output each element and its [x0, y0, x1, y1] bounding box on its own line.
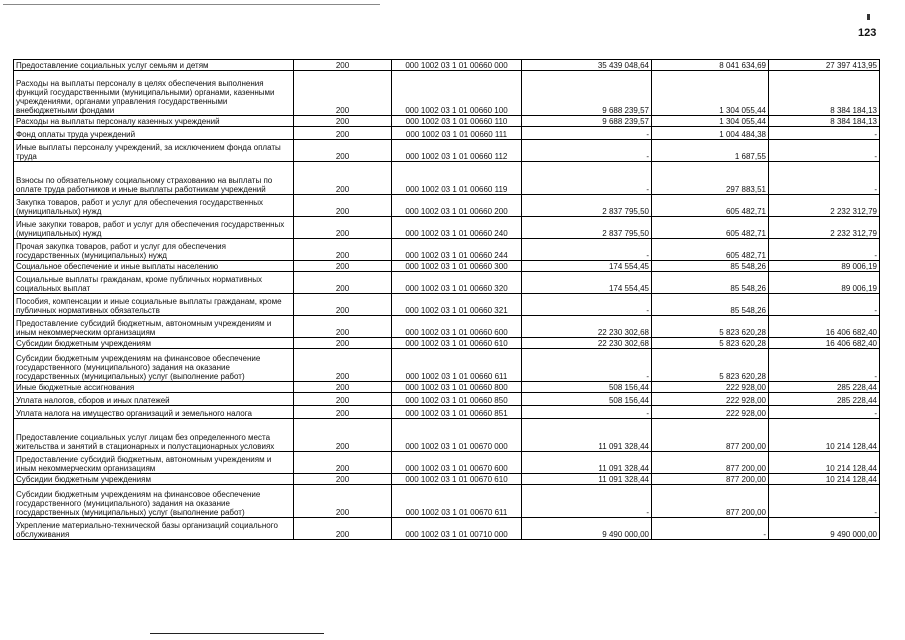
row-name: Иные бюджетные ассигнования: [14, 382, 294, 393]
row-budget-code: 000 1002 03 1 01 00670 611: [392, 485, 522, 518]
row-line-code: 200: [294, 349, 392, 382]
row-executed: 1 004 484,38: [652, 127, 769, 140]
row-name: Укрепление материально-технической базы организаций социального обслуживания: [14, 518, 294, 540]
row-name: Субсидии бюджетным учреждениям на финансовое обеспечение государственного (муниципального) задания на оказание государственных (муниципальных) услуг (выполнение работ): [14, 485, 294, 518]
row-name: Закупка товаров, работ и услуг для обеспечения государственных (муниципальных) нужд: [14, 195, 294, 217]
row-name: Субсидии бюджетным учреждениям на финансовое обеспечение государственного (муниципального) задания на оказание государственных (муниципальных) услуг (выполнение работ): [14, 349, 294, 382]
row-unexecuted: -: [769, 162, 880, 195]
table-row: [14, 349, 880, 382]
row-name: Предоставление социальных услуг семьям и детям: [14, 60, 294, 71]
table-row: [14, 272, 880, 294]
corner-mark: [867, 14, 870, 20]
row-unexecuted: -: [769, 294, 880, 316]
row-budget-code: 000 1002 03 1 01 00670 000: [392, 419, 522, 452]
row-name: Расходы на выплаты персоналу казенных учреждений: [14, 116, 294, 127]
row-budget-code: 000 1002 03 1 01 00660 850: [392, 393, 522, 406]
table-row: [14, 261, 880, 272]
row-executed: 8 041 634,69: [652, 60, 769, 71]
row-budget-code: 000 1002 03 1 01 00660 610: [392, 338, 522, 349]
table-row: [14, 71, 880, 116]
row-approved: 11 091 328,44: [522, 419, 652, 452]
table-row: [14, 116, 880, 127]
table-row: [14, 127, 880, 140]
row-budget-code: 000 1002 03 1 01 00660 119: [392, 162, 522, 195]
row-line-code: 200: [294, 419, 392, 452]
table-row: [14, 338, 880, 349]
row-executed: 877 200,00: [652, 474, 769, 485]
row-name: Фонд оплаты труда учреждений: [14, 127, 294, 140]
row-executed: 222 928,00: [652, 393, 769, 406]
row-unexecuted: -: [769, 127, 880, 140]
table-row: [14, 382, 880, 393]
row-executed: 297 883,51: [652, 162, 769, 195]
row-approved: -: [522, 140, 652, 162]
row-name: Расходы на выплаты персоналу в целях обеспечения выполнения функций государственными (муниципальными) органами, казенными учреждениями, органами управления государственными внебюджетными фондами: [14, 71, 294, 116]
row-line-code: 200: [294, 294, 392, 316]
row-unexecuted: 8 384 184,13: [769, 116, 880, 127]
row-approved: 2 837 795,50: [522, 217, 652, 239]
top-rule: [3, 4, 380, 5]
row-executed: 877 200,00: [652, 452, 769, 474]
row-name: Уплата налога на имущество организаций и земельного налога: [14, 406, 294, 419]
row-line-code: 200: [294, 382, 392, 393]
table-row: [14, 239, 880, 261]
row-executed: 5 823 620,28: [652, 316, 769, 338]
row-unexecuted: -: [769, 406, 880, 419]
row-approved: 22 230 302,68: [522, 338, 652, 349]
row-name: Взносы по обязательному социальному страхованию на выплаты по оплате труда работников и иные выплаты работникам учреждений: [14, 162, 294, 195]
row-budget-code: 000 1002 03 1 01 00660 321: [392, 294, 522, 316]
row-executed: 85 548,26: [652, 261, 769, 272]
row-executed: 5 823 620,28: [652, 338, 769, 349]
row-executed: 1 304 055,44: [652, 71, 769, 116]
row-budget-code: 000 1002 03 1 01 00660 611: [392, 349, 522, 382]
row-line-code: 200: [294, 261, 392, 272]
table-row: [14, 294, 880, 316]
row-unexecuted: 285 228,44: [769, 382, 880, 393]
row-budget-code: 000 1002 03 1 01 00660 300: [392, 261, 522, 272]
row-budget-code: 000 1002 03 1 01 00670 610: [392, 474, 522, 485]
row-approved: 9 688 239,57: [522, 71, 652, 116]
row-approved: 11 091 328,44: [522, 474, 652, 485]
row-approved: -: [522, 127, 652, 140]
table-row: [14, 162, 880, 195]
row-approved: 11 091 328,44: [522, 452, 652, 474]
row-executed: 1 687,55: [652, 140, 769, 162]
row-name: Субсидии бюджетным учреждениям: [14, 474, 294, 485]
row-line-code: 200: [294, 140, 392, 162]
row-name: Предоставление субсидий бюджетным, автономным учреждениям и иным некоммерческим организациям: [14, 316, 294, 338]
row-line-code: 200: [294, 217, 392, 239]
row-budget-code: 000 1002 03 1 01 00660 800: [392, 382, 522, 393]
table-row: [14, 406, 880, 419]
row-line-code: 200: [294, 239, 392, 261]
budget-table: [13, 59, 880, 540]
row-unexecuted: 10 214 128,44: [769, 474, 880, 485]
row-line-code: 200: [294, 406, 392, 419]
row-unexecuted: -: [769, 239, 880, 261]
row-executed: 1 304 055,44: [652, 116, 769, 127]
row-unexecuted: -: [769, 349, 880, 382]
row-approved: 508 156,44: [522, 382, 652, 393]
row-name: Иные закупки товаров, работ и услуг для обеспечения государственных (муниципальных) нужд: [14, 217, 294, 239]
row-budget-code: 000 1002 03 1 01 00660 110: [392, 116, 522, 127]
row-approved: 174 554,45: [522, 272, 652, 294]
row-line-code: 200: [294, 272, 392, 294]
row-line-code: 200: [294, 60, 392, 71]
row-unexecuted: 89 006,19: [769, 272, 880, 294]
row-line-code: 200: [294, 116, 392, 127]
row-line-code: 200: [294, 338, 392, 349]
row-name: Социальное обеспечение и иные выплаты населению: [14, 261, 294, 272]
budget-table-body: [14, 60, 880, 540]
table-row: [14, 393, 880, 406]
table-row: [14, 140, 880, 162]
row-executed: 877 200,00: [652, 419, 769, 452]
row-approved: -: [522, 406, 652, 419]
row-executed: 85 548,26: [652, 272, 769, 294]
row-name: Субсидии бюджетным учреждениям: [14, 338, 294, 349]
row-unexecuted: -: [769, 485, 880, 518]
row-line-code: 200: [294, 127, 392, 140]
row-approved: -: [522, 349, 652, 382]
row-budget-code: 000 1002 03 1 01 00660 320: [392, 272, 522, 294]
row-name: Социальные выплаты гражданам, кроме публичных нормативных социальных выплат: [14, 272, 294, 294]
row-executed: -: [652, 518, 769, 540]
row-approved: 2 837 795,50: [522, 195, 652, 217]
table-row: [14, 485, 880, 518]
row-unexecuted: 2 232 312,79: [769, 217, 880, 239]
row-unexecuted: 2 232 312,79: [769, 195, 880, 217]
row-budget-code: 000 1002 03 1 01 00660 600: [392, 316, 522, 338]
footer-rule: [150, 633, 324, 634]
table-row: [14, 518, 880, 540]
row-name: Предоставление субсидий бюджетным, автономным учреждениям и иным некоммерческим организациям: [14, 452, 294, 474]
row-line-code: 200: [294, 316, 392, 338]
row-unexecuted: 27 397 413,95: [769, 60, 880, 71]
row-approved: 22 230 302,68: [522, 316, 652, 338]
row-name: Предоставление социальных услуг лицам без определенного места жительства и занятий в стационарных и полустационарных условиях: [14, 419, 294, 452]
row-approved: 174 554,45: [522, 261, 652, 272]
row-unexecuted: 285 228,44: [769, 393, 880, 406]
row-executed: 85 548,26: [652, 294, 769, 316]
table-row: [14, 217, 880, 239]
row-executed: 222 928,00: [652, 382, 769, 393]
table-row: [14, 474, 880, 485]
row-line-code: 200: [294, 518, 392, 540]
row-line-code: 200: [294, 71, 392, 116]
row-unexecuted: 16 406 682,40: [769, 338, 880, 349]
table-row: [14, 316, 880, 338]
row-line-code: 200: [294, 393, 392, 406]
row-line-code: 200: [294, 195, 392, 217]
row-approved: -: [522, 162, 652, 195]
row-executed: 5 823 620,28: [652, 349, 769, 382]
row-budget-code: 000 1002 03 1 01 00660 244: [392, 239, 522, 261]
row-unexecuted: -: [769, 140, 880, 162]
row-executed: 605 482,71: [652, 195, 769, 217]
row-unexecuted: 16 406 682,40: [769, 316, 880, 338]
row-approved: -: [522, 239, 652, 261]
row-executed: 877 200,00: [652, 485, 769, 518]
row-approved: -: [522, 294, 652, 316]
row-name: Иные выплаты персоналу учреждений, за исключением фонда оплаты труда: [14, 140, 294, 162]
row-line-code: 200: [294, 452, 392, 474]
row-name: Прочая закупка товаров, работ и услуг для обеспечения государственных (муниципальных) нужд: [14, 239, 294, 261]
row-approved: 508 156,44: [522, 393, 652, 406]
row-budget-code: 000 1002 03 1 01 00710 000: [392, 518, 522, 540]
row-budget-code: 000 1002 03 1 01 00660 000: [392, 60, 522, 71]
table-row: [14, 195, 880, 217]
page-number: 123: [858, 27, 877, 39]
table-row: [14, 452, 880, 474]
row-executed: 605 482,71: [652, 217, 769, 239]
row-budget-code: 000 1002 03 1 01 00660 111: [392, 127, 522, 140]
row-unexecuted: 10 214 128,44: [769, 419, 880, 452]
row-approved: -: [522, 485, 652, 518]
table-row: [14, 60, 880, 71]
row-budget-code: 000 1002 03 1 01 00660 200: [392, 195, 522, 217]
row-approved: 9 688 239,57: [522, 116, 652, 127]
row-unexecuted: 9 490 000,00: [769, 518, 880, 540]
table-row: [14, 419, 880, 452]
row-budget-code: 000 1002 03 1 01 00660 100: [392, 71, 522, 116]
row-budget-code: 000 1002 03 1 01 00660 112: [392, 140, 522, 162]
row-budget-code: 000 1002 03 1 01 00660 240: [392, 217, 522, 239]
row-approved: 9 490 000,00: [522, 518, 652, 540]
row-line-code: 200: [294, 485, 392, 518]
row-unexecuted: 8 384 184,13: [769, 71, 880, 116]
row-unexecuted: 10 214 128,44: [769, 452, 880, 474]
row-line-code: 200: [294, 162, 392, 195]
row-name: Пособия, компенсации и иные социальные выплаты гражданам, кроме публичных нормативных обязательств: [14, 294, 294, 316]
row-executed: 222 928,00: [652, 406, 769, 419]
row-budget-code: 000 1002 03 1 01 00660 851: [392, 406, 522, 419]
row-budget-code: 000 1002 03 1 01 00670 600: [392, 452, 522, 474]
row-line-code: 200: [294, 474, 392, 485]
row-approved: 35 439 048,64: [522, 60, 652, 71]
row-name: Уплата налогов, сборов и иных платежей: [14, 393, 294, 406]
row-executed: 605 482,71: [652, 239, 769, 261]
row-unexecuted: 89 006,19: [769, 261, 880, 272]
